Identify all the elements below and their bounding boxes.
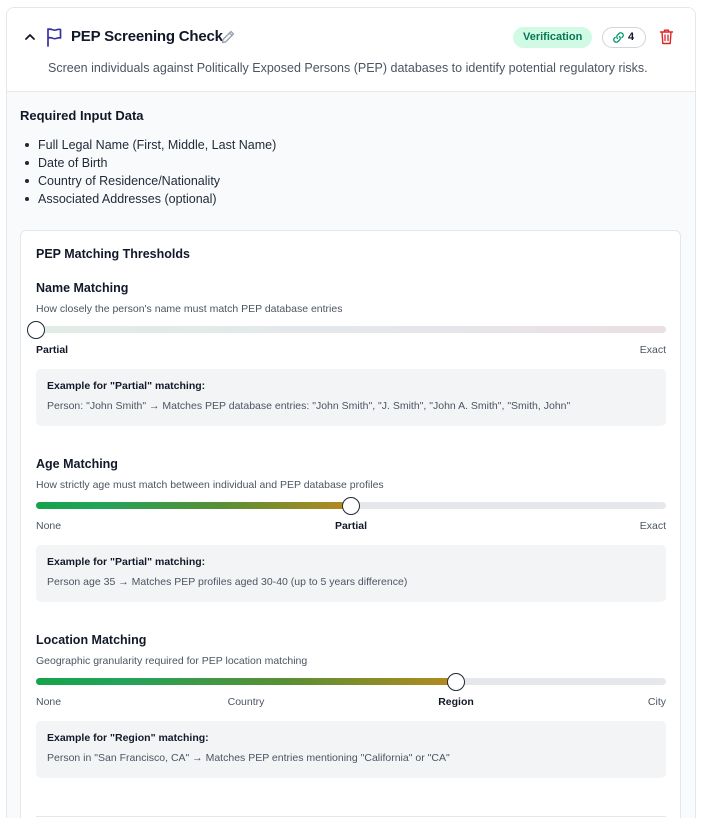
location-matching-example: [36, 721, 666, 778]
slider-fill: [36, 678, 456, 685]
thresholds-panel: [20, 230, 681, 818]
card-body: [7, 92, 695, 818]
flag-icon: [45, 27, 63, 47]
age-matching-section: [36, 457, 666, 588]
slider-option[interactable]: None: [36, 696, 62, 708]
location-matching-labels: [36, 696, 666, 710]
example-text: Person in "San Francisco, CA" → Matches PEP entries mentioning "California" or "CA": [47, 752, 450, 764]
name-matching-section: [36, 281, 666, 412]
required-input-item: Country of Residence/Nationality: [20, 172, 276, 190]
name-matching-title: Name Matching: [36, 281, 129, 295]
chevron-up-icon[interactable]: [23, 30, 37, 44]
example-title: Example for "Partial" matching:: [47, 556, 206, 568]
example-title: Example for "Region" matching:: [47, 732, 209, 744]
location-matching-slider[interactable]: [36, 678, 666, 685]
location-matching-subtitle: Geographic granularity required for PEP location matching: [36, 655, 308, 667]
example-text: Person age 35 → Matches PEP profiles aged 30-40 (up to 5 years difference): [47, 576, 408, 588]
link-icon: [612, 31, 625, 44]
pep-check-card: [6, 7, 696, 818]
slider-option[interactable]: Country: [227, 696, 265, 708]
location-matching-title: Location Matching: [36, 633, 147, 647]
required-input-item: Full Legal Name (First, Middle, Last Name): [20, 136, 276, 154]
slider-fill: [36, 502, 351, 509]
trash-icon[interactable]: [659, 28, 674, 45]
example-title: Example for "Partial" matching:: [47, 380, 206, 392]
check-title: PEP Screening Check: [71, 28, 223, 45]
age-matching-slider[interactable]: [36, 502, 666, 509]
section-divider: [36, 816, 666, 817]
slider-thumb[interactable]: [342, 497, 360, 515]
name-matching-subtitle: How closely the person's name must match PEP database entries: [36, 303, 343, 315]
required-input-title: Required Input Data: [20, 108, 144, 123]
verification-badge: Verification: [513, 27, 592, 48]
pencil-icon[interactable]: [220, 29, 236, 45]
slider-option[interactable]: City: [647, 696, 666, 708]
required-input-item: Associated Addresses (optional): [20, 190, 276, 208]
check-description: Screen individuals against Politically Exposed Persons (PEP) databases to identify potential regulatory risks.: [48, 61, 648, 75]
thresholds-title: PEP Matching Thresholds: [36, 247, 190, 261]
name-matching-slider[interactable]: [36, 326, 666, 333]
slider-option[interactable]: None: [36, 520, 62, 532]
location-matching-section: [36, 633, 666, 764]
slider-option[interactable]: Region: [438, 696, 474, 708]
name-matching-example: [36, 369, 666, 426]
slider-option[interactable]: Partial: [334, 520, 368, 532]
required-input-list: [20, 136, 276, 208]
slider-option[interactable]: Partial: [36, 344, 69, 356]
link-count: 4: [628, 31, 635, 43]
name-matching-labels: [36, 344, 666, 358]
example-text: Person: "John Smith" → Matches PEP database entries: "John Smith", "J. Smith", "John A. Smith", "Smith, John": [47, 400, 571, 412]
card-header: [7, 8, 695, 92]
age-matching-example: [36, 545, 666, 602]
age-matching-labels: [36, 520, 666, 534]
linked-count-badge[interactable]: [602, 27, 646, 48]
age-matching-title: Age Matching: [36, 457, 118, 471]
slider-thumb[interactable]: [447, 673, 465, 691]
required-input-item: Date of Birth: [20, 154, 276, 172]
age-matching-subtitle: How strictly age must match between individual and PEP database profiles: [36, 479, 384, 491]
slider-option[interactable]: Exact: [639, 520, 666, 532]
slider-option[interactable]: Exact: [639, 344, 666, 356]
slider-thumb[interactable]: [27, 321, 45, 339]
